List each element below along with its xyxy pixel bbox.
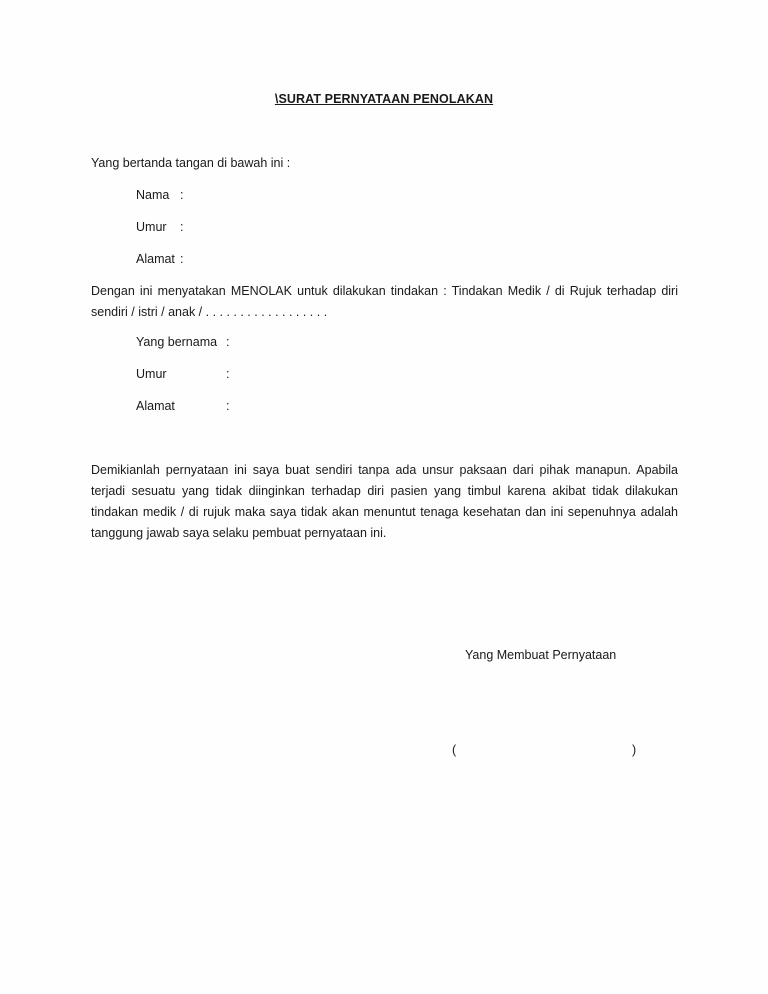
document-title: \SURAT PERNYATAAN PENOLAKAN bbox=[274, 92, 494, 106]
field-colon: : bbox=[226, 335, 230, 349]
signature-paren-open: ( bbox=[452, 743, 457, 757]
field-colon: : bbox=[226, 399, 230, 413]
patient-field-name bbox=[136, 335, 230, 349]
patient-field-age bbox=[136, 367, 230, 381]
signer-field-age bbox=[136, 220, 184, 234]
signature-label: Yang Membuat Pernyataan bbox=[465, 648, 617, 662]
statement-paragraph: Dengan ini menyatakan MENOLAK untuk dilakukan tindakan : Tindakan Medik / di Rujuk terhadap diri sendiri / istri / anak / . . . . . . . . . . . . . . . . . . bbox=[91, 284, 678, 319]
signature-paren-close: ) bbox=[632, 743, 637, 757]
field-label: Alamat bbox=[136, 252, 175, 266]
field-label: Yang bernama bbox=[136, 335, 218, 349]
field-label: Nama bbox=[136, 188, 170, 202]
field-label: Umur bbox=[136, 220, 167, 234]
intro-text: Yang bertanda tangan di bawah ini : bbox=[91, 156, 291, 170]
signer-field-name bbox=[136, 188, 184, 202]
field-colon: : bbox=[180, 188, 184, 202]
field-label: Alamat bbox=[136, 399, 175, 413]
field-colon: : bbox=[226, 367, 230, 381]
patient-field-address bbox=[136, 399, 230, 413]
field-label: Umur bbox=[136, 367, 167, 381]
signer-field-address bbox=[136, 252, 184, 266]
field-colon: : bbox=[180, 252, 184, 266]
closing-paragraph: Demikianlah pernyataan ini saya buat sendiri tanpa ada unsur paksaan dari pihak manapun. Apabila terjadi sesuatu yang tidak diinginkan terhadap diri pasien yang timbul karena akibat tidak dilakukan tindakan medik / di rujuk maka saya tidak akan menuntut tenaga kesehatan dan ini sepenuhnya adalah tanggung jawab saya selaku pembuat pernyataan ini. bbox=[91, 463, 678, 540]
field-colon: : bbox=[180, 220, 184, 234]
